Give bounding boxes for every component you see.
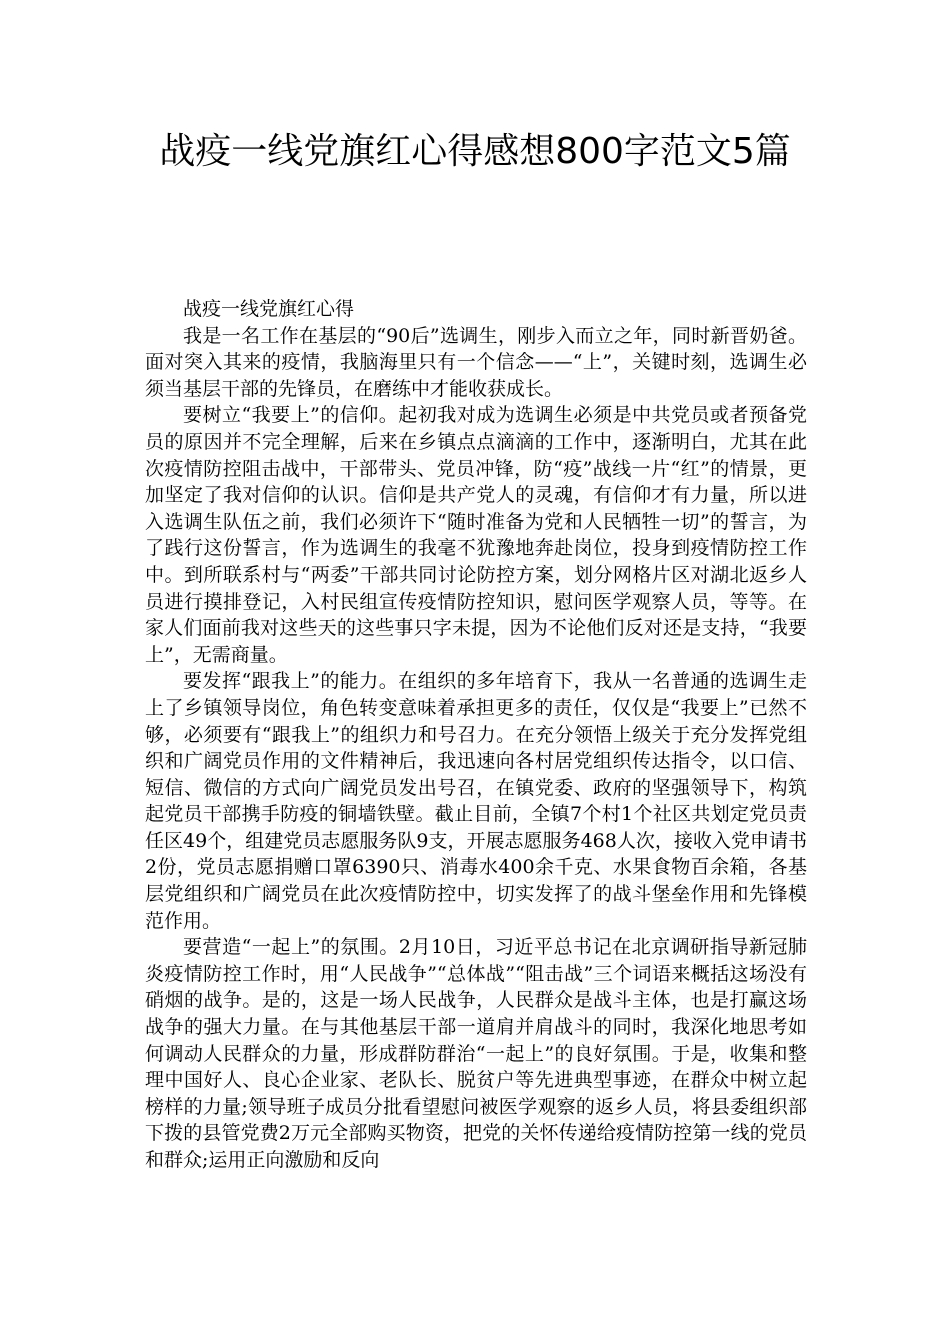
- section-heading: 战疫一线党旗红心得: [183, 298, 355, 320]
- document-body: [145, 296, 807, 1174]
- document-title: 战疫一线党旗红心得感想800字范文5篇: [159, 131, 791, 172]
- paragraph: 要发挥“跟我上”的能力。在组织的多年培育下，我从一名普通的选调生走上了乡镇领导岗位，角色转变意味着承担更多的责任，仅仅是“我要上”已然不够，必须要有“跟我上”的组织力和号召力。在充分领悟上级关于充分发挥党组织和广阔党员作用的文件精神后，我迅速向各村居党组织传达指令，以口信、短信、微信的方式向广阔党员发出号召，在镇党委、政府的坚强领导下，构筑起党员干部携手防疫的铜墙铁壁。截止目前，全镇7个村1个社区共划定党员责任区49个，组建党员志愿服务队9支，开展志愿服务468人次，接收入党申请书2份，党员志愿捐赠口罩6390只、消毒水400余千克、水果食物百余箱，各基层党组织和广阔党员在此次疫情防控中，切实发挥了的战斗堡垒作用和先锋模范作用。: [145, 670, 807, 932]
- paragraph: 我是一名工作在基层的“90后”选调生，刚步入而立之年，同时新晋奶爸。面对突入其来的疫情，我脑海里只有一个信念——“上”，关键时刻，选调生必须当基层干部的先锋员，在磨练中才能收获成长。: [145, 324, 807, 400]
- paragraph: 要营造“一起上”的氛围。2月10日，习近平总书记在北京调研指导新冠肺炎疫情防控工作时，用“人民战争”“总体战”“阻击战”三个词语来概括这场没有硝烟的战争。是的，这是一场人民战争，人民群众是战斗主体，也是打赢这场战争的强大力量。在与其他基层干部一道肩并肩战斗的同时，我深化地思考如何调动人民群众的力量，形成群防群治“一起上”的良好氛围。于是，收集和整理中国好人、良心企业家、老队长、脱贫户等先进典型事迹，在群众中树立起榜样的力量;领导班子成员分批看望慰问被医学观察的返乡人员，将县委组织部下拨的县管党费2万元全部购买物资，把党的关怀传递给疫情防控第一线的党员和群众;运用正向激励和反向: [145, 936, 807, 1171]
- paragraph: 要树立“我要上”的信仰。起初我对成为选调生必须是中共党员或者预备党员的原因并不完全理解，后来在乡镇点点滴滴的工作中，逐渐明白，尤其在此次疫情防控阻击战中，干部带头、党员冲锋，防“疫”战线一片“红”的情景，更加坚定了我对信仰的认识。信仰是共产党人的灵魂，有信仰才有力量，所以进入选调生队伍之前，我们必须许下“随时准备为党和人民牺牲一切”的誓言，为了践行这份誓言，作为选调生的我毫不犹豫地奔赴岗位，投身到疫情防控工作中。到所联系村与“两委”干部共同讨论防控方案，划分网格片区对湖北返乡人员进行摸排登记，入村民组宣传疫情防控知识，慰问医学观察人员，等等。在家人们面前我对这些天的这些事只字未提，因为不论他们反对还是支持，“我要上”，无需商量。: [145, 404, 807, 666]
